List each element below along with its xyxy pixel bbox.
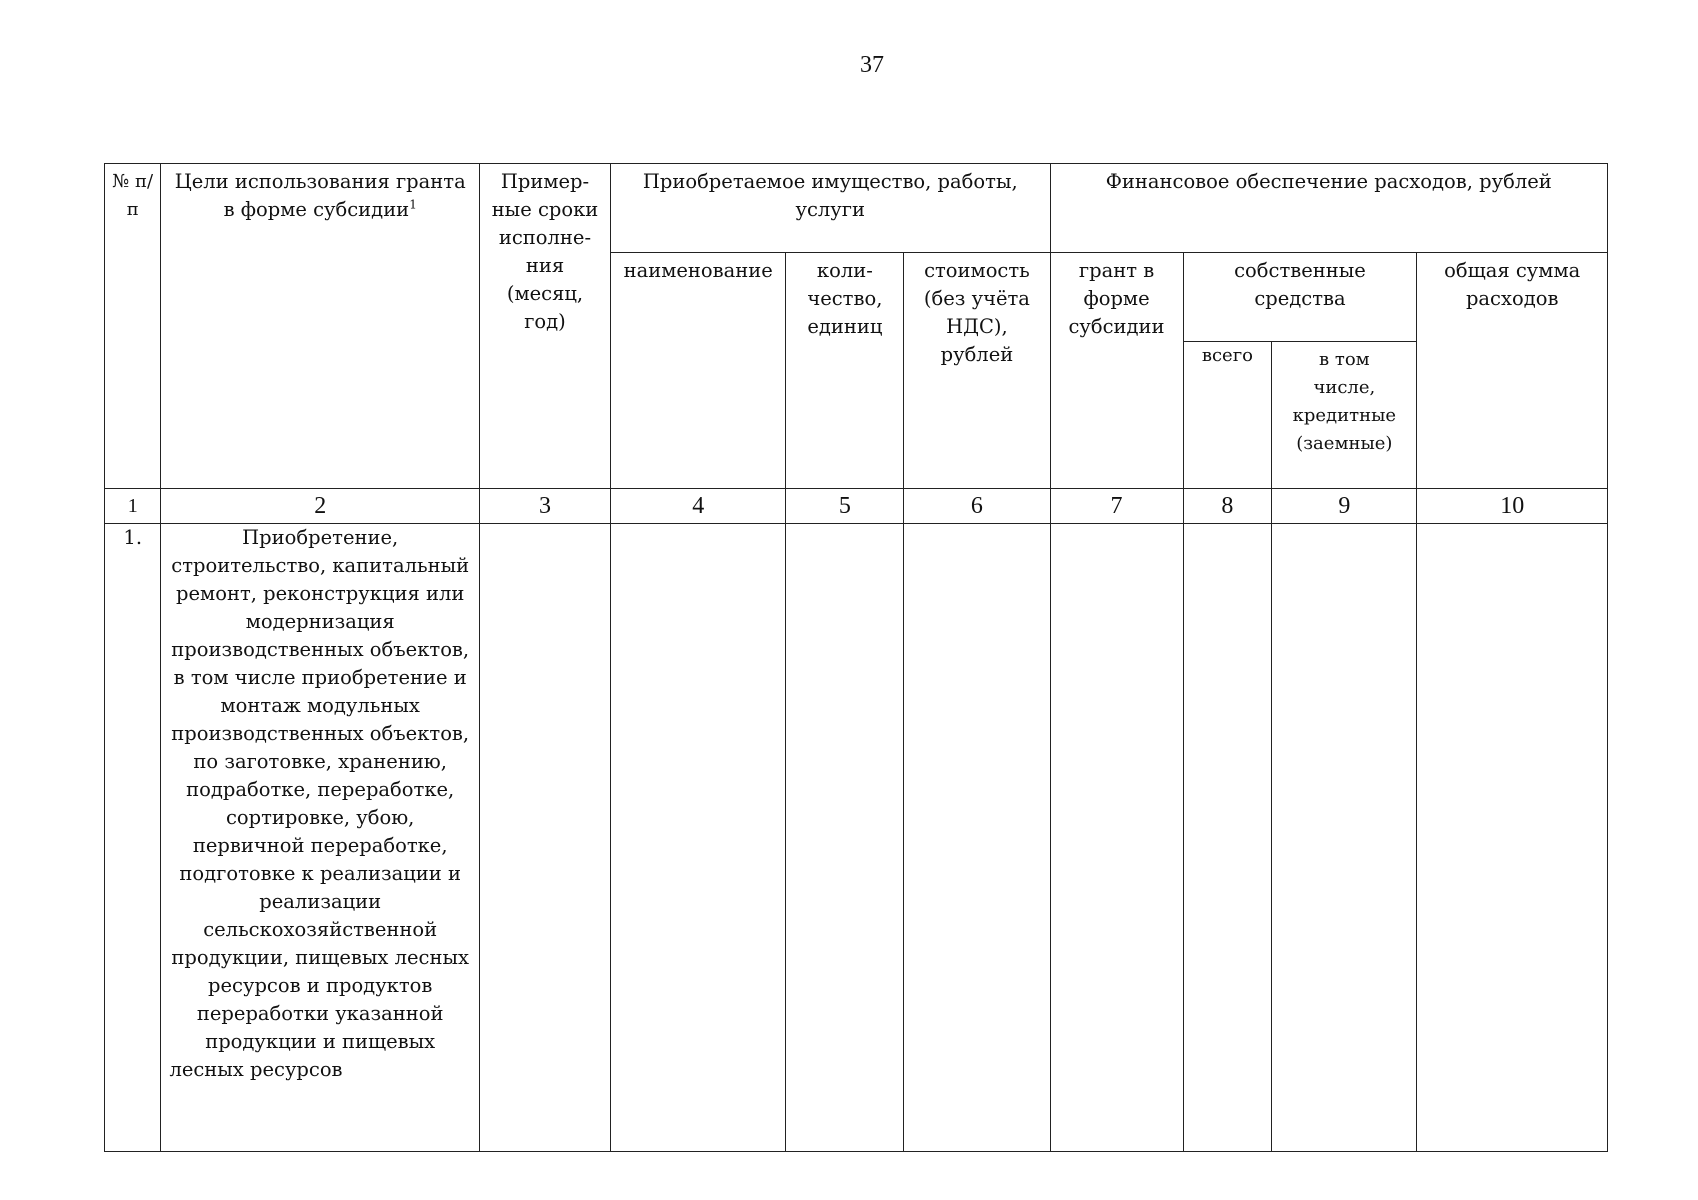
header-quantity: коли- чество, единиц (786, 253, 904, 489)
column-number: 1 (105, 489, 161, 524)
cell-own-total (1183, 524, 1272, 1152)
column-numbers-row (105, 489, 1608, 524)
column-number: 6 (904, 489, 1050, 524)
header-goals-text: Цели использования гранта в форме субсидии (174, 170, 466, 221)
column-number: 8 (1183, 489, 1272, 524)
header-cost: стоимость (без учёта НДС), рублей (904, 253, 1050, 489)
header-group-property: Приобретаемое имущество, работы, услуги (611, 164, 1051, 253)
column-number: 2 (161, 489, 480, 524)
column-number: 3 (479, 489, 610, 524)
cell-grant (1050, 524, 1183, 1152)
header-row-number: № п/п (105, 164, 161, 489)
column-number: 7 (1050, 489, 1183, 524)
header-total: общая сумма расходов (1417, 253, 1608, 489)
cell-own-credit (1272, 524, 1417, 1152)
table-row (105, 524, 1608, 1152)
header-own-credit: в том числе, кредитные (заемные) (1272, 342, 1417, 489)
column-number: 5 (786, 489, 904, 524)
header-deadlines: Пример- ные сроки исполне- ния (месяц, год) (479, 164, 610, 489)
row-number: 1. (105, 524, 161, 1152)
cell-deadline (479, 524, 610, 1152)
cell-cost (904, 524, 1050, 1152)
column-number: 10 (1417, 489, 1608, 524)
header-grant: грант в форме субсидии (1050, 253, 1183, 489)
row-goal-text: Приобретение, строительство, капитальный ремонт, реконструкция или модернизация производственных объектов, в том числе приобретение и монтаж модульных производственных объектов, по заготовке, хранению, подработке, переработке, сортировке, убою, первичной переработке, подготовке к реализации и реализации сельскохозяйственной продукции, пищевых лесных ресурсов и продуктов переработки указанной продукции и пищевых лесных ресурсов (161, 524, 480, 1152)
header-goals (161, 164, 480, 489)
footnote-marker: 1 (409, 197, 417, 212)
header-group-finance: Финансовое обеспечение расходов, рублей (1050, 164, 1607, 253)
cell-quantity (786, 524, 904, 1152)
grant-expenses-table (104, 163, 1608, 1152)
cell-total (1417, 524, 1608, 1152)
column-number: 4 (611, 489, 786, 524)
header-group-own-funds: собственные средства (1183, 253, 1417, 342)
header-item-name: наименование (611, 253, 786, 489)
header-own-total: всего (1183, 342, 1272, 489)
page-number: 37 (860, 52, 884, 78)
column-number: 9 (1272, 489, 1417, 524)
cell-item-name (611, 524, 786, 1152)
